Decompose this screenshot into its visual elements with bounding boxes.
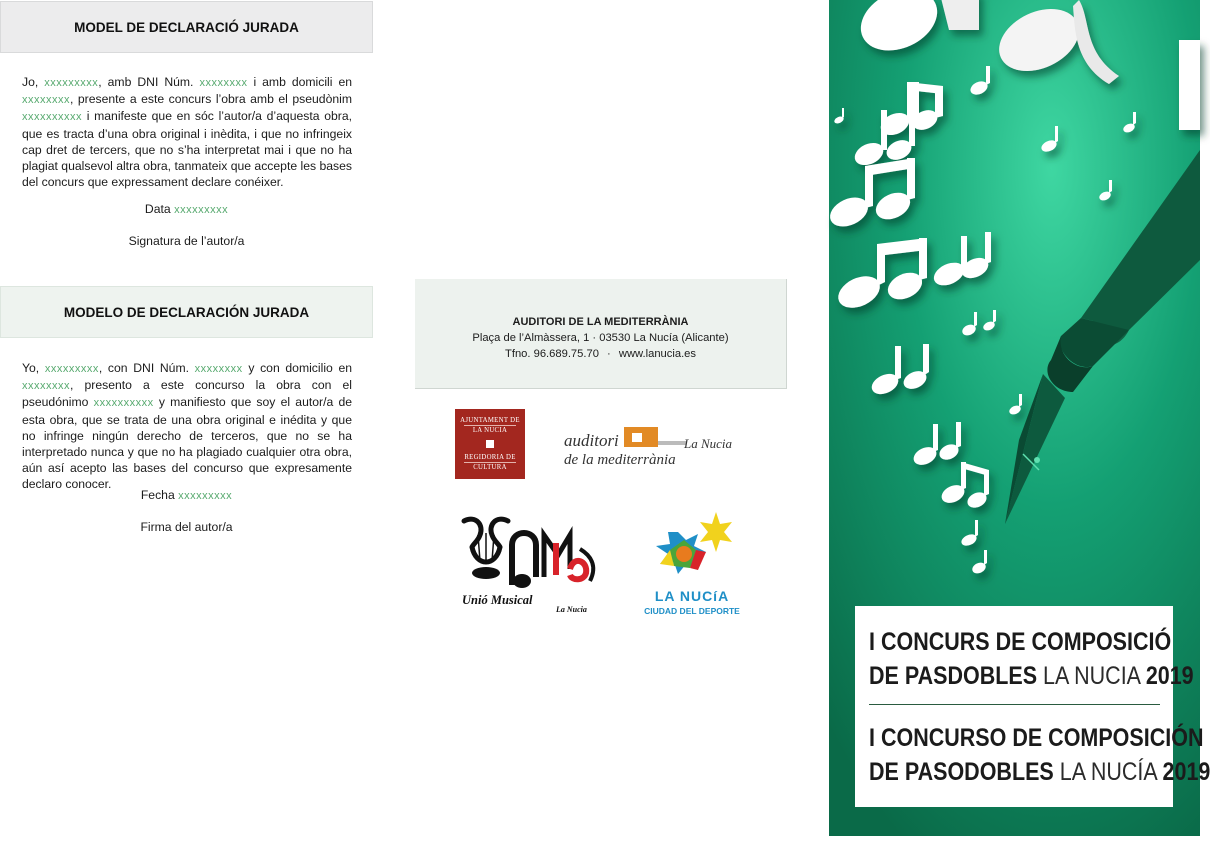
title-divider [869, 704, 1160, 705]
auditori-logo-subtitle: de la mediterrània [564, 452, 676, 468]
catalan-declaration-text: Jo, xxxxxxxxx, amb DNI Núm. xxxxxxxx i amb domicili en xxxxxxxx, presente a este concurs l’obra amb el pseudònim xxxxxxxxxx i manifeste que en sóc l’autor/a d’aquesta obra, que es tracta d’una obra original i inèdita, i que no infringeix cap dret de tercers, que no s’ha interpretat mai i que no ha plagiat qualsevol altra obra, tanmateix que accepte les bases del concurs que expressament declare conéixer. [22, 75, 353, 190]
ajuntament-logo-line3: REGIDORIA DE [464, 454, 516, 461]
auditori-logo-town: La Nucia [684, 436, 733, 451]
spanish-declaration-text: Yo, xxxxxxxxx, con DNI Núm. xxxxxxxx y con domicilio en xxxxxxxx, presento a este concurso la obra con el pseudónimo xxxxxxxxxx y manifiesto que soy el autor/a de esta obra, que se trata de una obra original e inédita y que no infringe ningún derecho de terceros, que no se ha interpretado nunca y que no ha plagiado cualquier otra obra, aún así acepto las bases del concurso que expresamente declaro conocer. [22, 361, 353, 492]
spanish-declaration-heading: MODELO DE DECLARACIÓN JURADA [0, 286, 373, 338]
cover-title-box [855, 606, 1210, 807]
address-placeholder: xxxxxxxx [22, 380, 70, 393]
unio-musical-town: La Nucia [556, 605, 587, 614]
pseudonym-placeholder: xxxxxxxxxx [22, 111, 82, 124]
ciudad-deporte-star-icon [640, 510, 744, 590]
auditori-logo [560, 425, 760, 473]
ciudad-del-deporte-logo [640, 510, 750, 622]
catalan-declaration-heading: MODEL DE DECLARACIÓ JURADA [0, 1, 373, 53]
ajuntament-logo-line4: CULTURA [473, 464, 507, 471]
spanish-date-line: Fecha xxxxxxxxx [140, 488, 233, 502]
ajuntament-logo [455, 409, 525, 479]
ajuntament-logo-line2: LA NUCIA [472, 427, 508, 434]
venue-address: Plaça de l’Almàssera, 1 · 03530 La Nucía (Alicante) [472, 332, 729, 344]
unio-musical-logo [458, 515, 608, 620]
catalan-title-line1: I CONCURS DE COMPOSICIÓ [869, 628, 1172, 656]
ajuntament-logo-line1: AJUNTAMENT DE [460, 417, 520, 424]
catalan-signature-line: Signatura de l’autor/a [128, 234, 245, 248]
ciudad-deporte-tagline: CIUDAD DEL DEPORTE [644, 606, 740, 616]
unio-musical-lyre-icon [458, 515, 608, 595]
spanish-title-line2: DE PASODOBLES LA NUCÍA 2019 [869, 758, 1210, 786]
dni-placeholder: xxxxxxxx [194, 363, 243, 375]
venue-address-box [415, 279, 787, 389]
venue-web-link[interactable]: www.lanucia.es [618, 348, 696, 360]
name-placeholder: xxxxxxxxx [44, 363, 99, 375]
venue-separator: · [607, 348, 611, 360]
catalan-date-line: Data xxxxxxxxx [144, 202, 229, 216]
venue-contact [415, 346, 786, 362]
address-placeholder: xxxxxxxx [22, 94, 70, 107]
auditori-logo-word: auditori [564, 431, 619, 450]
date-placeholder: xxxxxxxxx [178, 490, 233, 502]
ajuntament-square-icon [486, 440, 494, 448]
name-placeholder: xxxxxxxxx [44, 77, 99, 89]
catalan-title-line2: DE PASDOBLES LA NUCIA 2019 [869, 662, 1194, 690]
dni-placeholder: xxxxxxxx [199, 77, 248, 89]
ciudad-deporte-town: LA NUCíA [654, 588, 730, 604]
pseudonym-placeholder: xxxxxxxxxx [93, 397, 154, 410]
date-placeholder: xxxxxxxxx [174, 204, 229, 216]
venue-name: AUDITORI DE LA MEDITERRÀNIA [512, 316, 689, 328]
spanish-signature-line: Firma del autor/a [140, 520, 233, 534]
unio-musical-name: Unió Musical [462, 593, 533, 607]
spanish-title-line1: I CONCURSO DE COMPOSICIÓN [869, 724, 1204, 752]
venue-phone: Tfno. 96.689.75.70 [505, 348, 599, 360]
